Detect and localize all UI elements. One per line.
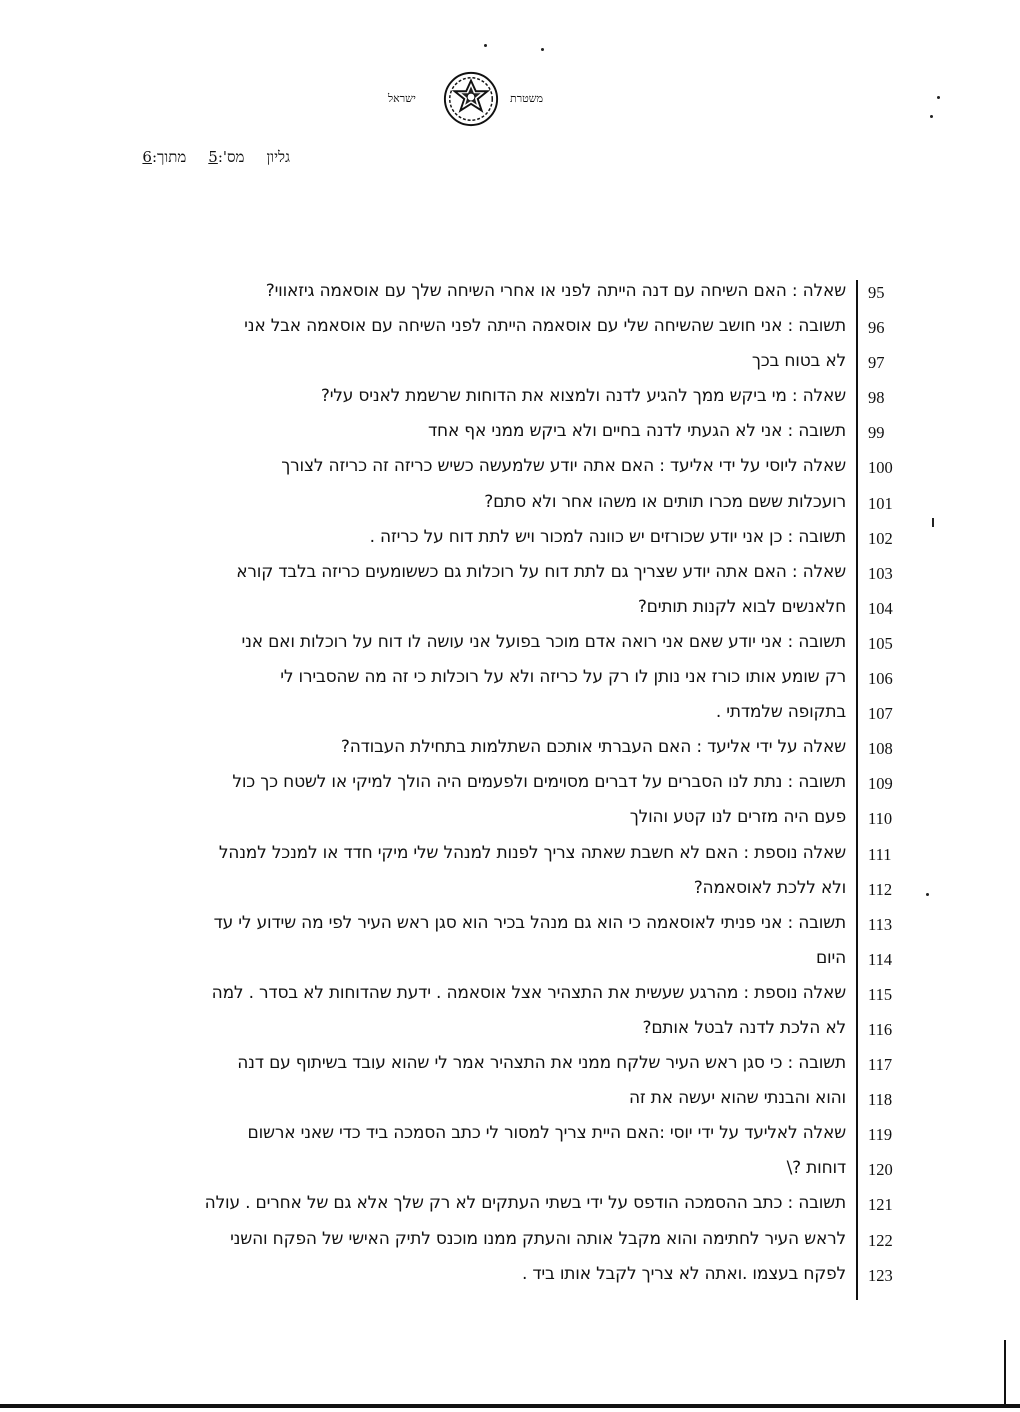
- line-number: 111: [868, 844, 892, 864]
- line-number: 116: [868, 1019, 893, 1039]
- line-number: 117: [868, 1055, 893, 1075]
- line-text: שאלה ליוסי על ידי אליעד : האם אתה יודע שלמעשה כשיש כריזה זה כריזה לצורך: [281, 456, 846, 477]
- line-text: היום: [815, 947, 846, 968]
- line-text: דוחות ?\: [786, 1158, 846, 1179]
- transcript-line: [60, 1225, 920, 1260]
- sheet-label: גליון: [266, 148, 290, 166]
- line-number: 95: [868, 283, 885, 302]
- line-text: פעם היה מזרים לנו קטע והולך: [629, 807, 846, 828]
- line-number: 119: [868, 1125, 893, 1145]
- line-text: תשובה : אני לא הגעתי לדנה בחיים ולא ביקש ממני אף אחד: [427, 421, 846, 442]
- scan-speck: [932, 518, 934, 527]
- line-number: 101: [868, 493, 893, 513]
- line-number: 113: [868, 914, 893, 934]
- line-text: לראש העיר לחתימה והוא מקבל אותה והעתק ממנו מוכנס לתיק האישי של הפקח והשני: [230, 1228, 846, 1249]
- line-text: שאלה : האם השיחה עם דנה הייתה לפני או אחרי השיחה שלך עם אוסאמה גיזאווי?: [265, 281, 846, 301]
- line-text: ולא ללכת לאוסאמה?: [693, 877, 846, 898]
- line-text: תשובה : אני חושב שהשיחה שלי עם אוסאמה הייתה לפני השיחה עם אוסאמה אבל אני: [244, 316, 846, 337]
- sheet-info: [100, 148, 290, 167]
- line-text: שאלה : מי ביקש ממך להגיע לדנה ולמצוא את הדוחות שרשמת לאניס עלי?: [320, 386, 846, 407]
- transcript-line: [60, 347, 920, 382]
- line-number: 106: [868, 669, 893, 689]
- line-number: 105: [868, 633, 893, 653]
- line-text: תשובה : כתב ההסמכה הודפס על ידי בשתי העתקים לא רק שלך אלא גם של אחרים . עולה: [204, 1193, 846, 1214]
- transcript-lines: [60, 277, 920, 1295]
- org-name-police: משטרת: [510, 92, 544, 105]
- line-number: 103: [868, 563, 893, 583]
- line-text: לפקח בעצמו .ואתה לא צריך לקבל אותו ביד .: [521, 1263, 846, 1284]
- line-number: 107: [868, 704, 893, 724]
- transcript-line: [60, 628, 920, 663]
- line-text: שאלה לאליעד על ידי יוסי :האם היית צריך למסור לי כתב הסמכה ביד כדי שאני ארשום: [247, 1123, 846, 1144]
- line-number: 121: [868, 1195, 893, 1215]
- line-text: שאלה נוספת : מהרגע שעשית את התצהיר אצל אוסאמה . ידעת שהדוחות לא בסדר . למה: [211, 982, 846, 1003]
- transcript-line: [60, 1189, 920, 1224]
- transcript-line: [60, 733, 920, 768]
- line-text: חלאנשים לבוא לקנות תותים?: [637, 596, 846, 617]
- transcript-line: [60, 1119, 920, 1154]
- transcript-line: [60, 277, 920, 312]
- scan-edge: [1004, 1340, 1006, 1406]
- scan-speck: [484, 44, 487, 47]
- line-number: 98: [868, 388, 885, 408]
- transcript-line: [60, 558, 920, 593]
- transcript-line: [60, 1260, 920, 1295]
- transcript-line: [60, 979, 920, 1014]
- line-text: רועכלות ששם מכרו תותים או משהו אחר ולא סתם?: [484, 491, 846, 512]
- line-number: 122: [868, 1230, 893, 1250]
- transcript-line: [60, 874, 920, 909]
- line-number: 120: [868, 1160, 893, 1180]
- line-text: רק שומע אותו כורז אני נותן לו רק על כריזה ולא על רוכלות כי זה מה שהסבירו לי: [280, 667, 846, 688]
- scan-speck: [937, 96, 940, 99]
- transcript-line: [60, 839, 920, 874]
- line-number: 96: [868, 318, 885, 338]
- line-number: 108: [868, 739, 893, 759]
- sheet-number: [208, 148, 244, 167]
- scan-speck: [926, 893, 929, 896]
- transcript-line: [60, 488, 920, 523]
- transcript-line: [60, 452, 920, 487]
- sheet-total: [142, 148, 186, 167]
- transcript-line: [60, 1014, 920, 1049]
- transcript-line: [60, 909, 920, 944]
- transcript-line: [60, 768, 920, 803]
- line-text: תשובה : כי סגן ראש העיר שלקח ממני את התצהיר אמר לי שהוא עובד בשיתוף עם דנה: [237, 1053, 846, 1074]
- transcript-line: [60, 417, 920, 452]
- line-text: לא הלכת לדנה לבטל אותם?: [642, 1017, 846, 1038]
- sheet-total-value: 6: [142, 148, 152, 166]
- transcript-line: [60, 1084, 920, 1119]
- line-number: 104: [868, 598, 893, 618]
- line-number: 115: [868, 984, 893, 1004]
- line-number: 114: [868, 949, 893, 969]
- line-number: 99: [868, 423, 885, 443]
- line-number: 109: [868, 774, 893, 794]
- page-header: [0, 62, 1020, 142]
- sheet-number-value: 5: [208, 148, 218, 166]
- transcript-line: [60, 698, 920, 733]
- line-number: 123: [868, 1265, 893, 1285]
- transcript-line: [60, 803, 920, 838]
- line-number: 112: [868, 879, 893, 899]
- line-text: שאלה על ידי אליעד : האם העברתי אותכם השתלמות בתחילת העבודה?: [340, 737, 846, 758]
- line-number: 118: [868, 1090, 893, 1110]
- line-text: לא בטוח בכך: [751, 351, 846, 372]
- transcript-line: [60, 944, 920, 979]
- line-text: שאלה : האם אתה יודע שצריך גם לתת דוח על רוכלות גם כששומעים כריזה בלבד קורא: [236, 561, 846, 582]
- transcript-line: [60, 593, 920, 628]
- transcript-line: [60, 1049, 920, 1084]
- line-text: והוא והבנתי שהוא יעשה את זה: [629, 1088, 846, 1109]
- line-number: 110: [868, 809, 893, 829]
- transcript-line: [60, 523, 920, 558]
- line-number: 100: [868, 458, 893, 478]
- transcript-line: [60, 312, 920, 347]
- line-number: 97: [868, 353, 885, 373]
- sheet-total-label: מתוך:: [151, 148, 187, 166]
- line-text: תשובה : אני יודע שאם אני רואה אדם מוכר בפועל אני עושה לו דוח על רוכלות ואם אני: [241, 631, 846, 652]
- transcript-line: [60, 663, 920, 698]
- line-text: תשובה : כן אני יודע שכורזים יש כוונה למכור ויש לתת דוח על כריזה .: [369, 526, 846, 547]
- transcript-line: [60, 382, 920, 417]
- scan-bottom-edge: [0, 1404, 1020, 1408]
- line-number: 102: [868, 528, 893, 548]
- line-text: שאלה נוספת : האם לא חשבת שאתה צריך לפנות למנהל שלי מיקי חדד או למנכל למנהל: [218, 842, 846, 863]
- transcript-line: [60, 1154, 920, 1189]
- line-text: תשובה : אני פניתי לאוסאמה כי הוא גם מנהל בכיר הוא סגן ראש העיר לפי מה שידוע לי עד: [213, 912, 846, 933]
- scan-speck: [541, 48, 544, 51]
- line-text: בתקופה שלמדתי .: [715, 702, 846, 723]
- scan-speck: [930, 115, 933, 118]
- sheet-number-label: מס':: [217, 148, 245, 166]
- org-name-israel: ישראל: [388, 92, 416, 105]
- police-emblem-icon: [442, 70, 500, 128]
- line-text: תשובה : נתת לנו הסברים על דברים מסוימים ולפעמים היה הולך למיקי או לשטח כך כול: [232, 772, 846, 793]
